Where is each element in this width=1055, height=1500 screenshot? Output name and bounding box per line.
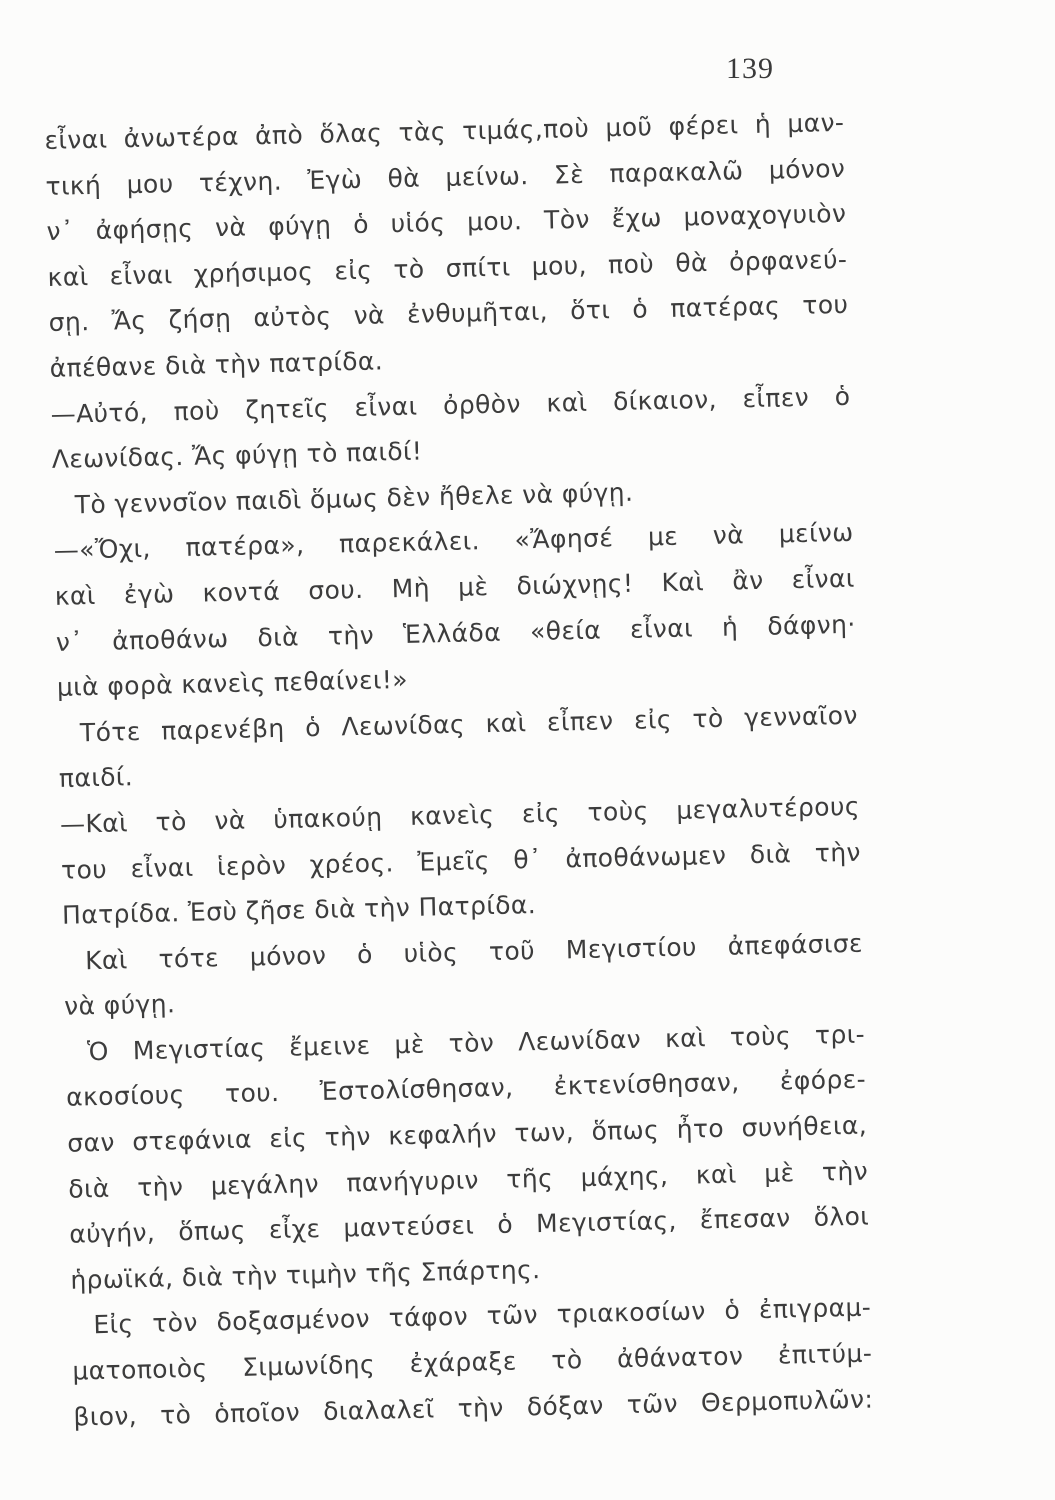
word: Εἰς: [93, 1309, 134, 1340]
word: τὴν: [457, 1392, 505, 1423]
word: συνήθεια,: [741, 1110, 868, 1143]
word: τέχνη.: [198, 166, 283, 198]
word: ἐπιτύμ-: [777, 1338, 873, 1370]
word: τάφον: [388, 1302, 469, 1333]
word: ὁ: [496, 1209, 514, 1240]
word: ἡ: [721, 611, 739, 642]
word: τὸ: [155, 806, 188, 837]
word: «θεία: [529, 615, 602, 646]
word: τοῦ: [488, 935, 536, 966]
word: τρι-: [814, 1019, 866, 1050]
word: καὶ: [664, 1023, 707, 1054]
word: μάχης,: [580, 1160, 669, 1192]
word: μόνον: [249, 940, 327, 972]
word: μαν-: [786, 107, 845, 139]
word: μὲ: [457, 571, 489, 602]
word: ἂν: [731, 565, 764, 596]
word: Ἑλλάδα: [402, 617, 502, 649]
word: τριακοσίων: [556, 1296, 707, 1330]
word: με: [647, 522, 679, 552]
word: τῶν: [626, 1388, 679, 1419]
word: διώχνῃς!: [516, 568, 634, 601]
word: καὶ: [485, 707, 527, 738]
text-line-content: Τὸ γεννσῖον παιδὶ ὅμως δὲν ἤθελε νὰ φύγῃ.: [74, 477, 634, 520]
word: κεφαλήν: [388, 1119, 498, 1151]
word: τὸν: [448, 1027, 495, 1058]
word: μοῦ: [605, 112, 653, 143]
word: Ἐμεῖς: [417, 845, 491, 877]
word: ἱερὸν: [216, 850, 287, 881]
word: ὅλοι: [813, 1201, 870, 1233]
word: υἱὸς: [403, 937, 459, 968]
word: ν᾽: [46, 216, 75, 247]
word: πανήγυριν: [346, 1165, 480, 1198]
word: ὅλας: [319, 118, 383, 149]
word: μου: [126, 168, 174, 199]
word: —«Ὄχι,: [53, 534, 152, 566]
word: Λεωνίδας: [341, 709, 466, 742]
word: τὴν: [327, 620, 375, 651]
word: σῃ.: [48, 307, 90, 338]
word: παρεκάλει.: [338, 526, 481, 559]
word: εἶναι: [791, 563, 855, 595]
word: Ἐστολίσθησαν,: [319, 1073, 514, 1107]
word: ὅπως: [591, 1115, 660, 1146]
word: φύγῃ: [267, 210, 332, 242]
word: ἐφόρε-: [779, 1065, 867, 1097]
word: βιον,: [73, 1400, 138, 1432]
word: ἀθάνατον: [616, 1341, 744, 1374]
word: εἰς: [521, 798, 561, 829]
word: μείνω.: [445, 160, 529, 192]
word: Ὁ: [86, 1036, 110, 1067]
word: χρέος.: [309, 847, 395, 879]
text-line-content: παιδί.: [58, 762, 134, 794]
word: σπίτι: [445, 252, 511, 283]
word: δίκαιον,: [612, 384, 718, 416]
word: καὶ: [54, 580, 97, 611]
word: εἶχε: [268, 1214, 321, 1245]
word: ἔμεινε: [288, 1030, 371, 1062]
word: «Ἄφησέ: [514, 523, 614, 555]
word: ἀποθάνω: [111, 623, 229, 656]
word: ὀρφανεύ-: [728, 244, 848, 277]
word: ἔπεσαν: [699, 1203, 791, 1235]
word: Μεγιστίας: [132, 1033, 266, 1066]
word: τική: [45, 170, 102, 201]
word: ἐχάραξε: [409, 1346, 518, 1379]
word: ἐπιγραμ-: [758, 1292, 872, 1325]
word: ὁ: [352, 209, 370, 240]
word: τὴν: [136, 1171, 184, 1202]
word: αὐτὸς: [253, 301, 332, 333]
word: μόνον: [768, 153, 846, 185]
word: τοὺς: [729, 1021, 792, 1052]
text-line-content: νὰ φύγῃ.: [63, 989, 176, 1022]
page-text: [44, 100, 874, 1440]
word: τοὺς: [587, 796, 649, 827]
word: Καὶ: [661, 567, 705, 598]
word: τὰς: [398, 116, 447, 147]
word: πατέρα»,: [185, 530, 305, 563]
word: ποὺ: [173, 395, 220, 426]
word: ακοσίους: [65, 1080, 185, 1113]
text-line-content: Λεωνίδας. Ἄς φύγῃ τὸ παιδί!: [51, 436, 423, 475]
word: του: [802, 290, 849, 321]
word: μὲ: [763, 1157, 795, 1188]
word: ὁποῖον: [214, 1397, 301, 1429]
word: ὁ: [834, 381, 851, 411]
word: ἀποθάνωμεν: [565, 840, 727, 873]
word: εἶναι: [130, 852, 194, 883]
word: διὰ: [257, 621, 300, 652]
word: τὸ: [159, 1399, 192, 1430]
word: ὀρθὸν: [442, 388, 522, 420]
word: δόξαν: [526, 1390, 605, 1422]
word: Καὶ: [84, 945, 128, 975]
word: τὸν: [151, 1308, 199, 1339]
word: καὶ: [695, 1159, 738, 1190]
word: μου.: [466, 206, 523, 237]
word: τὸ: [551, 1345, 583, 1375]
word: τὴν: [324, 1121, 372, 1152]
word: —Αὐτό,: [50, 397, 149, 429]
word: μοναχογυιὸν: [683, 199, 847, 232]
word: πατέρας: [669, 291, 781, 324]
word: τῆς: [506, 1163, 554, 1194]
word: των,: [514, 1117, 575, 1148]
word: ὑπακούῃ: [273, 802, 383, 834]
word: ἀπὸ: [254, 120, 304, 151]
word: νὰ: [214, 805, 246, 836]
word: δάφνη·: [766, 609, 856, 641]
word: εἶναι: [629, 612, 694, 644]
word: νὰ: [712, 520, 745, 551]
word: ἦτο: [676, 1113, 725, 1144]
word: Θερμοπυλῶν:: [700, 1384, 874, 1418]
word: εἶναι: [354, 391, 418, 422]
word: αὐγήν,: [69, 1218, 156, 1249]
word: τὴν: [821, 1156, 869, 1187]
word: του: [60, 854, 108, 885]
word: ἀφήσῃς: [95, 213, 194, 246]
word: τὴν: [814, 837, 862, 868]
word: ὅπως: [177, 1215, 247, 1247]
word: ζήσῃ: [168, 304, 232, 335]
word: εἶναι: [109, 259, 173, 291]
word: εἰς: [334, 255, 373, 286]
word: Τὸν: [543, 204, 591, 235]
word: ἐνθυμῆται,: [406, 296, 549, 330]
word: καὶ: [47, 261, 89, 292]
word: θ᾽: [512, 844, 543, 875]
word: διὰ: [749, 838, 792, 869]
word: παρακαλῶ: [609, 155, 744, 188]
word: Ἄς: [111, 306, 147, 336]
word: τότε: [158, 942, 220, 974]
word: στεφάνια: [131, 1124, 253, 1157]
word: θὰ: [674, 247, 709, 278]
word: ἐγὼ: [123, 579, 175, 610]
word: Μὴ: [391, 573, 431, 604]
word: τῶν: [486, 1300, 539, 1331]
word: μεγάλην: [210, 1168, 320, 1201]
word: —Καὶ: [59, 808, 129, 839]
word: ζητεῖς: [244, 393, 330, 425]
text-line-content: Πατρίδα. Ἐσὺ ζῆσε διὰ τὴν Πατρίδα.: [61, 890, 537, 930]
word: ὁ: [356, 939, 374, 969]
word: ὅτι: [569, 295, 611, 326]
word: μὲ: [394, 1029, 426, 1060]
word: τιμάς,ποὺ: [461, 113, 590, 146]
word: εἶπεν: [742, 382, 810, 413]
word: διὰ: [67, 1173, 111, 1204]
page-number: 139: [726, 52, 774, 85]
word: ὁ: [632, 294, 649, 325]
word: κανεὶς: [409, 799, 495, 831]
word: υἱός: [390, 208, 446, 239]
text-line-content: ἡρωϊκά, διὰ τὴν τιμὴν τῆς Σπάρτης.: [70, 1254, 541, 1295]
word: νὰ: [353, 300, 386, 331]
word: εἰς: [268, 1123, 308, 1154]
word: κοντά: [202, 576, 281, 608]
word: μείνω: [778, 518, 854, 549]
word: Μεγιστίου: [565, 932, 698, 965]
word: Λεωνίδαν: [517, 1024, 642, 1057]
word: σαν: [66, 1127, 116, 1158]
word: ποὺ: [607, 248, 655, 280]
word: του.: [224, 1078, 280, 1109]
word: Σιμωνίδης: [241, 1349, 376, 1382]
text-line-content: ἀπέθανε διὰ τὴν πατρίδα.: [49, 346, 384, 383]
word: τὸ: [692, 703, 724, 734]
word: σου.: [307, 574, 364, 606]
word: Τότε: [79, 716, 141, 748]
word: μου,: [531, 250, 588, 281]
word: μαντεύσει: [343, 1210, 475, 1243]
word: Σὲ: [553, 159, 585, 190]
word: τὸ: [393, 254, 425, 284]
word: δοξασμένον: [216, 1304, 371, 1337]
word: γενναῖον: [743, 700, 859, 732]
word: παρενέβη: [160, 713, 285, 746]
word: ἀπεφάσισε: [727, 928, 864, 961]
word: ἔχω: [611, 203, 663, 234]
word: ἀνωτέρα: [123, 121, 240, 154]
word: ἡ: [754, 109, 772, 139]
word: θὰ: [387, 163, 421, 193]
word: φέρει: [668, 110, 739, 141]
word: ματοποιὸς: [72, 1353, 208, 1386]
word: ὁ: [304, 712, 322, 742]
word: καὶ: [546, 387, 588, 418]
text-line-content: μιὰ φορὰ κανεὶς πεθαίνει!»: [56, 665, 409, 702]
word: ν᾽: [55, 626, 84, 657]
word: Μεγιστίας,: [535, 1206, 678, 1239]
word: νὰ: [214, 212, 247, 243]
word: εἶναι: [44, 124, 108, 155]
word: ἐκτενίσθησαν,: [553, 1067, 740, 1102]
word: διαλαλεῖ: [322, 1394, 435, 1426]
word: εἶπεν: [546, 705, 614, 737]
word: χρήσιμος: [193, 256, 314, 289]
word: Ἐγὼ: [307, 164, 363, 195]
word: εἰς: [633, 704, 673, 735]
word: ὁ: [724, 1295, 741, 1326]
word: μεγαλυτέρους: [675, 791, 861, 825]
